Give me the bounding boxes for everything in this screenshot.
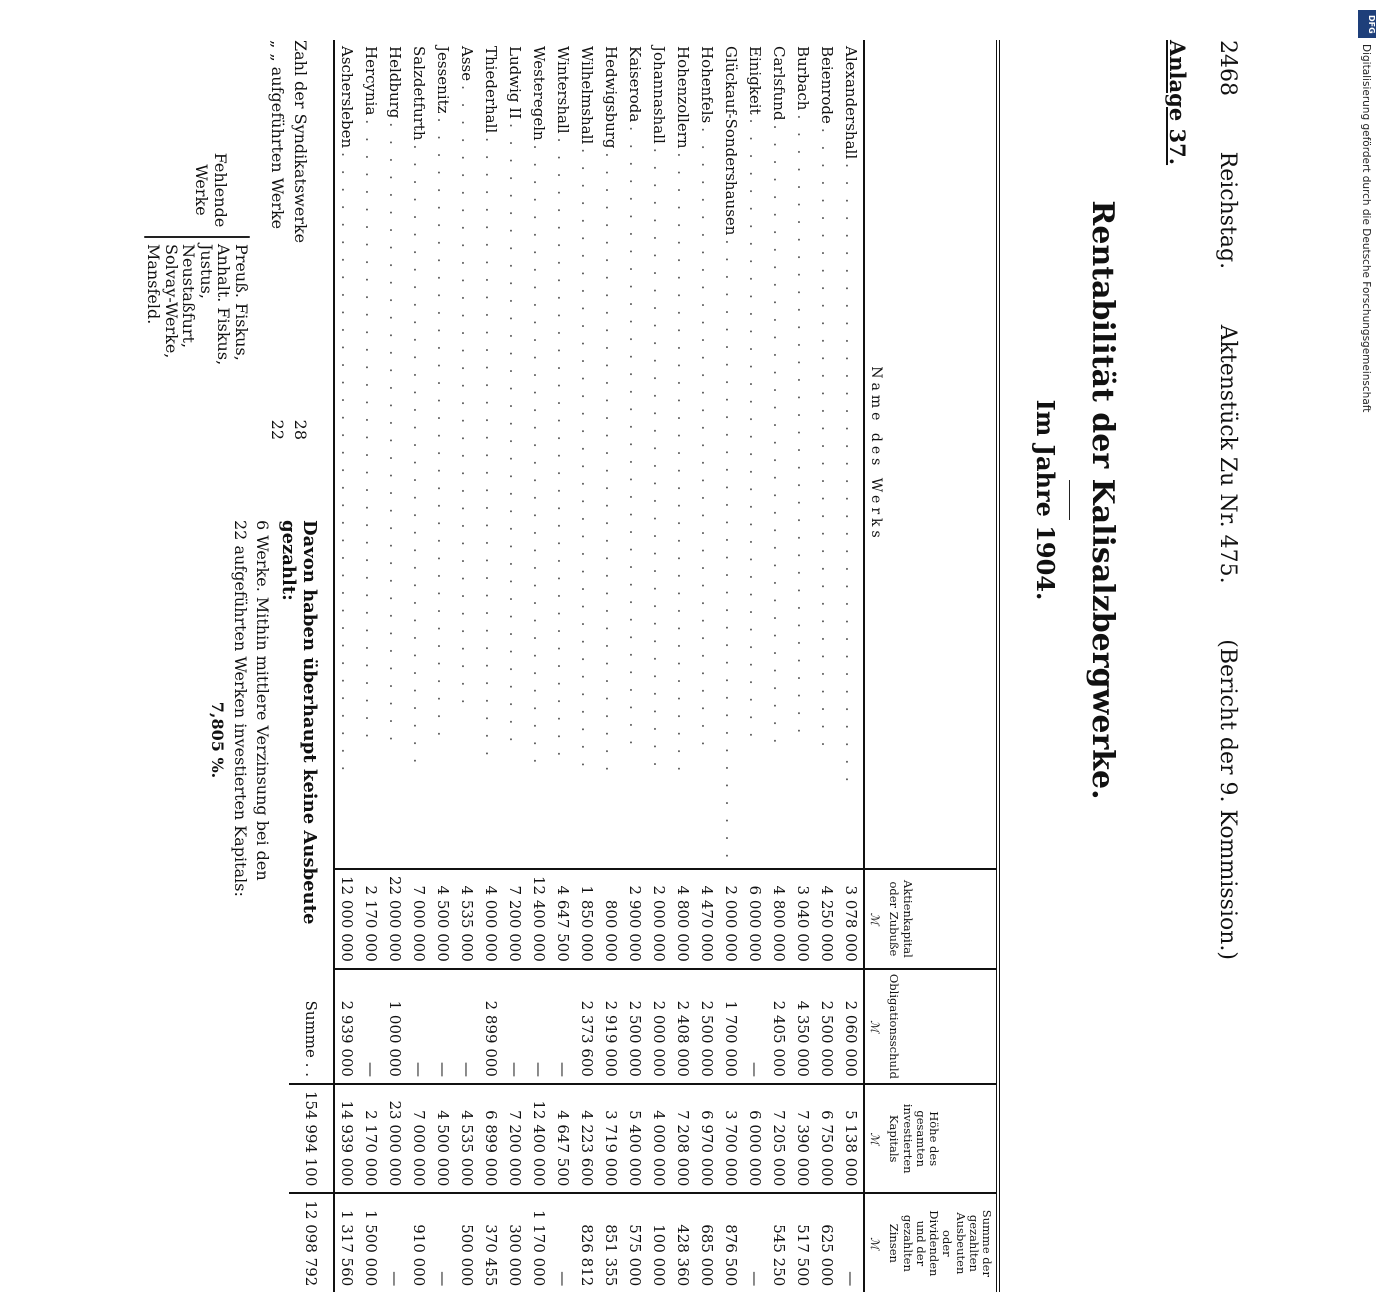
werk-name: Johannashall (650, 46, 669, 144)
leader-dots: . . . . . . . . . . . . . . . . . . . . . . . . . . . . . . . . . . . . (578, 148, 597, 771)
value-cell-aktien: 2 000 000 (719, 869, 743, 969)
page-header (1215, 40, 1240, 960)
leader-dots: . . . . . . . . . . . . . . . . . . . . . . . . . . . . . . . . . . . . (458, 85, 477, 708)
werk-name: Heldburg (386, 46, 405, 119)
leader-dots: . . . . . . . . . . . . . . . . . . . . . . . . . . . . . . . . . . . . (506, 123, 525, 746)
value-cell-summe: 1 170 000 (527, 1193, 551, 1292)
value-cell-summe: 517 500 (791, 1193, 815, 1292)
value-cell-oblig: — (743, 969, 767, 1084)
page-title: Rentabilität der Kalisalzbergwerke. (1085, 200, 1120, 800)
unit-symbol: ℳ (868, 912, 883, 926)
value-cell-oblig: 1 700 000 (719, 969, 743, 1084)
value-cell-oblig: — (455, 969, 479, 1084)
werk-name: Wintershall (554, 46, 573, 134)
value-cell-aktien: 4 000 000 (479, 869, 503, 969)
fehlend-item: Solvay-Werke, (161, 244, 181, 359)
value-cell-aktien: 12 400 000 (527, 869, 551, 969)
werk-name-cell (743, 40, 767, 869)
table-row (455, 40, 479, 1292)
werk-name: Alexandershall (842, 46, 861, 160)
value-cell-gesamt: 7 000 000 (407, 1084, 431, 1193)
table-row (407, 40, 431, 1292)
value-cell-summe: 545 250 (767, 1193, 791, 1292)
werk-name-cell (431, 40, 455, 869)
col-header-obligationsschuld: Obligationsschuld ℳ (864, 969, 998, 1084)
table-row (671, 40, 695, 1292)
value-cell-oblig: — (551, 969, 575, 1084)
davon-line: 22 aufgeführten Werken investierten Kapitals: (231, 520, 250, 897)
table-row (575, 40, 599, 1292)
fehlende-werke-list (144, 244, 250, 365)
col-header-aktienkapital: Aktienkapital oder Zubuße ℳ (864, 869, 998, 969)
value-cell-oblig: 2 408 000 (671, 969, 695, 1084)
value-cell-gesamt: 4 000 000 (647, 1084, 671, 1193)
werk-name-cell (671, 40, 695, 869)
value-cell-summe: 1 500 000 (359, 1193, 383, 1292)
werk-name: Asse (458, 46, 477, 82)
werk-name: Hercynia (362, 46, 381, 116)
value-cell-summe: 851 355 (599, 1193, 623, 1292)
sum-label: Summe . . (302, 1000, 321, 1077)
value-cell-oblig: 2 500 000 (695, 969, 719, 1084)
werk-name-cell (503, 40, 527, 869)
value-cell-gesamt: 7 205 000 (767, 1084, 791, 1193)
value-cell-summe: 300 000 (503, 1193, 527, 1292)
dfg-credit-text: Digitalisierung gefördert durch die Deutsche Forschungsgemeinschaft (1360, 44, 1372, 413)
value-cell-summe: — (551, 1193, 575, 1292)
value-cell-gesamt: 14 939 000 (334, 1084, 359, 1193)
werk-name: Aschersleben (338, 46, 357, 149)
table-row (743, 40, 767, 1292)
fehlend-item: Mansfeld. (144, 244, 164, 325)
table-row (623, 40, 647, 1292)
value-cell-gesamt: 7 208 000 (671, 1084, 695, 1193)
value-cell-aktien: 7 000 000 (407, 869, 431, 969)
leader-dots: . . . . . . . . . . . . . . . . . . . . . . . . . . . . . . . . . . . . (530, 144, 549, 768)
value-cell-oblig: — (431, 969, 455, 1084)
value-cell-gesamt: 7 200 000 (503, 1084, 527, 1193)
table-row (431, 40, 455, 1292)
werk-name: Hohenzollern (674, 46, 693, 149)
dfg-logo: DFG (1358, 10, 1376, 38)
value-cell-oblig: — (407, 969, 431, 1084)
table-row (767, 40, 791, 1292)
aufgefuehrt-label: „ „ aufgeführten Werke (268, 40, 287, 230)
fehlende-werke (144, 150, 250, 365)
value-cell-oblig: 1 000 000 (383, 969, 407, 1084)
werk-name-cell (383, 40, 407, 869)
value-cell-summe: 625 000 (815, 1193, 839, 1292)
werk-name-cell (334, 40, 359, 869)
value-cell-aktien: 800 000 (599, 869, 623, 969)
werk-name-cell (551, 40, 575, 869)
werk-name: Kaiseroda (626, 46, 645, 123)
table-row (647, 40, 671, 1292)
value-cell-aktien: 2 000 000 (647, 869, 671, 969)
value-cell-gesamt: 6 750 000 (815, 1084, 839, 1193)
syndikat-line (291, 40, 310, 440)
value-cell-aktien: 4 250 000 (815, 869, 839, 969)
value-cell-gesamt: 5 400 000 (623, 1084, 647, 1193)
fehlend-item: Justus, (196, 244, 216, 299)
value-cell-aktien: 4 800 000 (767, 869, 791, 969)
value-cell-gesamt: 3 719 000 (599, 1084, 623, 1193)
value-cell-aktien: 7 200 000 (503, 869, 527, 969)
value-cell-gesamt: 6 899 000 (479, 1084, 503, 1193)
werk-name: Salzdetfurth (410, 46, 429, 141)
value-cell-aktien: 4 647 500 (551, 869, 575, 969)
value-cell-gesamt: 6 000 000 (743, 1084, 767, 1193)
werk-name: Burbach (794, 46, 813, 111)
werk-name-cell (359, 40, 383, 869)
value-cell-oblig: 2 500 000 (623, 969, 647, 1084)
value-cell-summe: 876 500 (719, 1193, 743, 1292)
leader-dots: . . . . . . . . . . . . . . . . . . . . . . . . . . . . . . . . . . . . (482, 137, 501, 760)
anlage-label: Anlage 37. (1165, 40, 1190, 166)
fehlende-werke-label: Fehlende Werke (192, 152, 230, 228)
value-cell-summe: — (743, 1193, 767, 1292)
sum-gesamt: 154 994 100 (289, 1084, 334, 1193)
leader-dots: . . . . . . . . . . . . . . . . . . . . . . . . . . . . . . . . . . . . (794, 114, 813, 738)
value-cell-oblig: 2 060 000 (839, 969, 864, 1084)
davon-line: 6 Werke. Mithin mittlere Verzinsung bei den (253, 520, 272, 881)
value-cell-oblig: 2 939 000 (334, 969, 359, 1084)
werk-name: Hohenfels (698, 46, 717, 124)
table-row (695, 40, 719, 1292)
value-cell-summe: 910 000 (407, 1193, 431, 1292)
value-cell-summe: 685 000 (695, 1193, 719, 1292)
value-cell-oblig: 2 373 600 (575, 969, 599, 1084)
dfg-watermark (1358, 10, 1376, 1010)
werk-name: Jessenitz (434, 46, 453, 114)
value-cell-aktien: 4 535 000 (455, 869, 479, 969)
leader-dots: . . . . . . . . . . . . . . . . . . . . . . . . . . . . . . . . . . . . (842, 163, 861, 786)
brace (144, 236, 250, 238)
value-cell-gesamt: 4 535 000 (455, 1084, 479, 1193)
value-cell-oblig: 2 500 000 (815, 969, 839, 1084)
werk-name-cell (455, 40, 479, 869)
table-row (359, 40, 383, 1292)
leader-dots: . . . . . . . . . . . . . . . . . . . . . . . . . . . . . . . . . . . . (770, 124, 789, 748)
value-cell-oblig: 2 899 000 (479, 969, 503, 1084)
value-cell-summe: — (431, 1193, 455, 1292)
value-cell-gesamt: 7 390 000 (791, 1084, 815, 1193)
header-aktenstueck: Aktenstück Zu Nr. 475. (1215, 324, 1240, 584)
leader-dots: . . . . . . . . . . . . . . . . . . . . . . . . . . . . . . . . . . . . (362, 119, 381, 742)
werk-name: Carlsfund (770, 46, 789, 121)
leader-dots: . . . . . . . . . . . . . . . . . . . . . . . . . . . . . . . . . . . . (818, 127, 837, 751)
aufgefuehrt-value: 22 (268, 419, 287, 440)
werk-name: Thiederhall (482, 46, 501, 134)
table-row (839, 40, 864, 1292)
aufgefuehrt-line (268, 40, 287, 440)
value-cell-summe: — (839, 1193, 864, 1292)
value-cell-gesamt: 12 400 000 (527, 1084, 551, 1193)
syndikat-label: Zahl der Syndikatswerke (291, 40, 310, 244)
leader-dots: . . . . . . . . . . . . . . . . . . . . . . . . . . . . . . . . . . . . (410, 144, 429, 768)
col-header-name: Name des Werks (864, 40, 998, 869)
werk-name-cell (719, 40, 743, 869)
value-cell-summe: 826 812 (575, 1193, 599, 1292)
value-cell-gesamt: 5 138 000 (839, 1084, 864, 1193)
value-cell-gesamt: 4 223 600 (575, 1084, 599, 1193)
table-row (503, 40, 527, 1292)
werk-name-cell (407, 40, 431, 869)
werk-name: Westeregeln (530, 46, 549, 141)
value-cell-aktien: 6 000 000 (743, 869, 767, 969)
table-row (551, 40, 575, 1292)
leader-dots: . . . . . . . . . . . . . . . . . . . . . . . . . . . . . . . . . . . . (650, 147, 669, 771)
title-divider (1069, 480, 1070, 520)
unit-symbol: ℳ (868, 1132, 883, 1145)
value-cell-summe: — (383, 1193, 407, 1292)
leader-dots: . . . . . . . . . . . . . . . . . . . . . . . . . . . . . . . . . . . . (554, 137, 573, 761)
werk-name-cell (479, 40, 503, 869)
table-row (815, 40, 839, 1292)
werk-name-cell (767, 40, 791, 869)
werk-name: Beienrode (818, 46, 837, 124)
value-cell-aktien: 2 900 000 (623, 869, 647, 969)
value-cell-gesamt: 6 970 000 (695, 1084, 719, 1193)
value-cell-aktien: 3 078 000 (839, 869, 864, 969)
page-subtitle: Im Jahre 1904. (1031, 399, 1060, 601)
table-row (791, 40, 815, 1292)
table-row (479, 40, 503, 1292)
leader-dots: . . . . . . . . . . . . . . . . . . . . . . . . . . . . . . . . . . . . (674, 152, 693, 776)
value-cell-oblig: 2 405 000 (767, 969, 791, 1084)
werk-name-cell (695, 40, 719, 869)
page-number: 2468 (1215, 40, 1240, 96)
value-cell-summe: 500 000 (455, 1193, 479, 1292)
leader-dots: . . . . . . . . . . . . . . . . . . . . . . . . . . . . . . . . . . . . (434, 117, 453, 741)
table-row (719, 40, 743, 1292)
value-cell-summe: 575 000 (623, 1193, 647, 1292)
fehlend-item: Neustaßfurt, (179, 244, 199, 349)
value-cell-aktien: 1 850 000 (575, 869, 599, 969)
werk-name: Glückauf-Sondershausen (722, 46, 741, 236)
value-cell-oblig: 2 919 000 (599, 969, 623, 1084)
werk-name-cell (599, 40, 623, 869)
table-row (334, 40, 359, 1292)
value-cell-aktien: 4 800 000 (671, 869, 695, 969)
value-cell-aktien: 4 470 000 (695, 869, 719, 969)
value-cell-oblig: — (503, 969, 527, 1084)
rentabilitaet-table (289, 40, 1000, 1292)
leader-dots: . . . . . . . . . . . . . . . . . . . . . . . . . . . . . . . . . . . . (602, 152, 621, 776)
werk-name-cell (647, 40, 671, 869)
value-cell-aktien: 3 040 000 (791, 869, 815, 969)
document-page (120, 40, 1240, 1287)
werk-name-cell (815, 40, 839, 869)
werk-name: Wilhelmshall (578, 46, 597, 145)
sum-summe: 12 098 792 (289, 1193, 334, 1292)
header-bericht: (Bericht der 9. Kommission.) (1215, 639, 1240, 960)
value-cell-gesamt: 2 170 000 (359, 1084, 383, 1193)
werk-name-cell (839, 40, 864, 869)
fehlend-item: Anhalt. Fiskus, (214, 244, 234, 366)
col-header-summe-ausbeuten: Summe der gezahlten Ausbeuten oder Dividenden und der gezahlten Zinsen ℳ (864, 1193, 998, 1292)
werk-name: Ludwig II (506, 46, 525, 120)
value-cell-oblig: 2 000 000 (647, 969, 671, 1084)
value-cell-oblig: 4 350 000 (791, 969, 815, 1084)
davon-heading: Davon haben überhaupt keine Ausbeute gezahlt: (278, 520, 320, 925)
header-reichstag: Reichstag. (1215, 151, 1240, 270)
unit-symbol: ℳ (868, 1020, 883, 1033)
leader-dots: . . . . . . . . . . . . . . . . . . . . . . . . . . . . . . . . . . . . (698, 127, 717, 750)
leader-dots: . . . . . . . . . . . . . . . . . . . . . . . . . . . . . . . . . . . . (722, 239, 741, 862)
value-cell-gesamt: 23 000 000 (383, 1084, 407, 1193)
value-cell-summe: 370 455 (479, 1193, 503, 1292)
leader-dots: . . . . . . . . . . . . . . . . . . . . . . . . . . . . . . . . . . . . (626, 126, 645, 749)
fehlend-item: Preuß. Fiskus, (232, 244, 251, 361)
leader-dots: . . . . . . . . . . . . . . . . . . . . . . . . . . . . . . . . . . . . (386, 122, 405, 745)
werk-name-cell (575, 40, 599, 869)
syndikat-value: 28 (291, 419, 310, 440)
table-row (383, 40, 407, 1292)
werk-name-cell (623, 40, 647, 869)
werk-name-cell (791, 40, 815, 869)
verzinsung-percent: 7,805 %. (208, 701, 227, 779)
value-cell-summe: 1 317 560 (334, 1193, 359, 1292)
value-cell-gesamt: 3 700 000 (719, 1084, 743, 1193)
col-header-gesamtkapital: Höhe des gesamten investierten Kapitals ℳ (864, 1084, 998, 1193)
value-cell-oblig: — (527, 969, 551, 1084)
werk-name: Hedwigsburg (602, 46, 621, 149)
value-cell-aktien: 4 500 000 (431, 869, 455, 969)
value-cell-aktien: 2 170 000 (359, 869, 383, 969)
werk-name: Einigkeit (746, 46, 765, 115)
unit-symbol: ℳ (868, 1237, 883, 1250)
table-row (599, 40, 623, 1292)
syndikat-summary (264, 40, 310, 440)
value-cell-gesamt: 4 647 500 (551, 1084, 575, 1193)
werk-name-cell (527, 40, 551, 869)
value-cell-aktien: 12 000 000 (334, 869, 359, 969)
table-row (527, 40, 551, 1292)
value-cell-summe: 428 360 (671, 1193, 695, 1292)
value-cell-oblig: — (359, 969, 383, 1084)
value-cell-gesamt: 4 500 000 (431, 1084, 455, 1193)
leader-dots: . . . . . . . . . . . . . . . . . . . . . . . . . . . . . . . . . . . . (338, 152, 357, 775)
leader-dots: . . . . . . . . . . . . . . . . . . . . . . . . . . . . . . . . . . . . (746, 118, 765, 742)
davon-note (208, 520, 320, 960)
value-cell-summe: 100 000 (647, 1193, 671, 1292)
value-cell-aktien: 22 000 000 (383, 869, 407, 969)
